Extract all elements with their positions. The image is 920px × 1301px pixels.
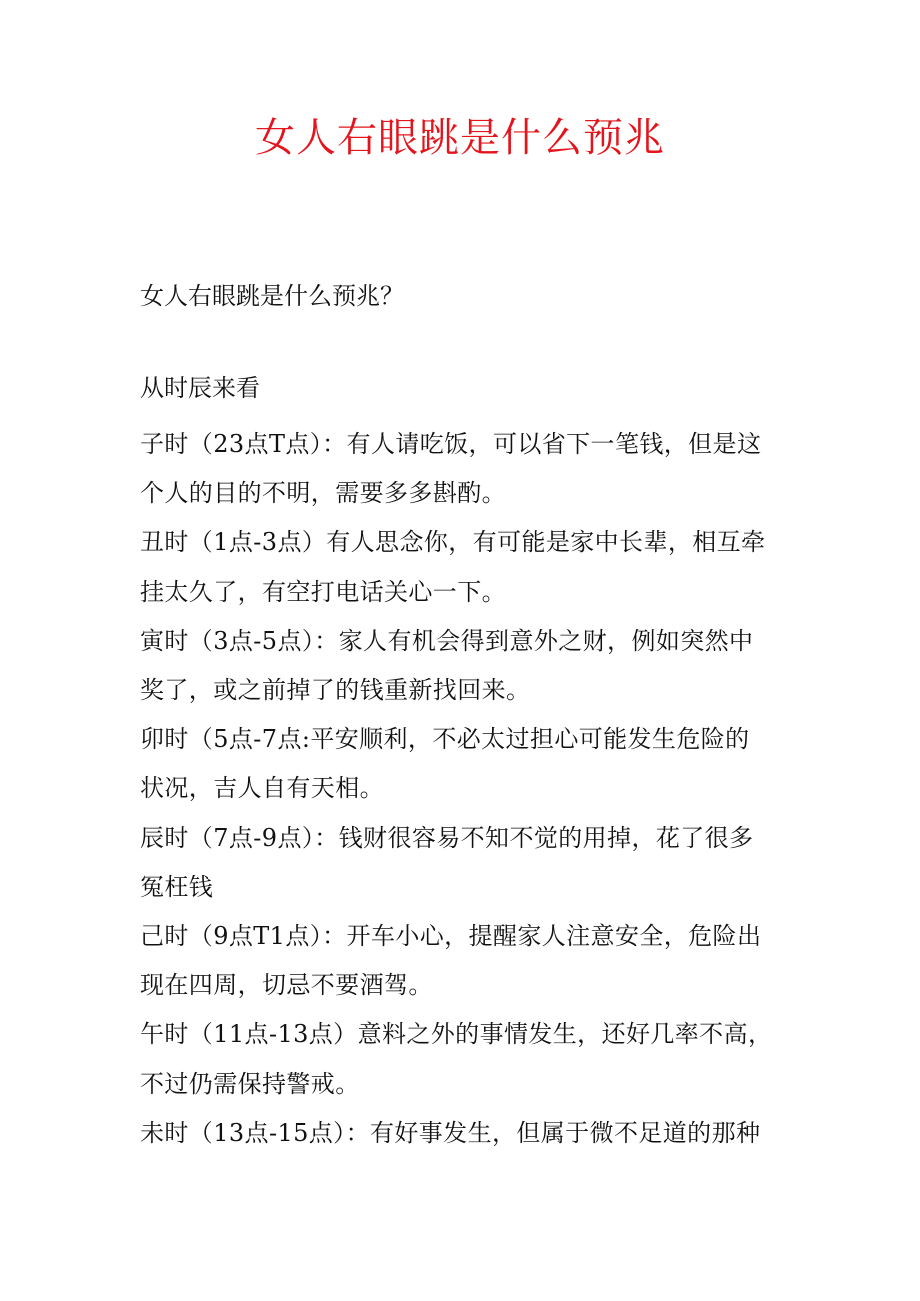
- entry-line: 午时（11点-13点）意料之外的事情发生，还好几率不高，: [140, 1020, 773, 1049]
- document-title: 女人右眼跳是什么预兆: [255, 115, 665, 161]
- section-heading: 从时辰来看: [140, 374, 260, 402]
- entry-line: 不过仍需保持警戒。: [140, 1069, 360, 1098]
- entry-yin: [140, 617, 790, 715]
- entry-line: 个人的目的不明，需要多多斟酌。: [140, 479, 506, 508]
- entry-line: 挂太久了，有空打电话关心一下。: [140, 577, 506, 606]
- entry-line: 冤枉钱: [140, 872, 214, 901]
- entry-si: [140, 912, 790, 1010]
- time-period-list: [140, 420, 790, 1158]
- entry-line: 现在四周，切忌不要酒驾。: [140, 971, 433, 1000]
- question-line: 女人右眼跳是什么预兆？: [140, 282, 404, 310]
- entry-line: 卯时（5点-7点:平安顺利，不必太过担心可能发生危险的: [140, 725, 750, 754]
- entry-mao: [140, 715, 790, 813]
- entry-line: 辰时（7点-9点）：钱财很容易不知不觉的用掉，花了很多: [140, 823, 754, 852]
- entry-wu: [140, 1010, 790, 1108]
- entry-line: 丑时（1点-3点）有人思念你，有可能是家中长辈，相互牵: [140, 528, 766, 557]
- entry-line: 状况，吉人自有天相。: [140, 774, 384, 803]
- entry-line: 己时（9点T1点）：开车小心，提醒家人注意安全，危险出: [140, 922, 762, 951]
- entry-chen: [140, 814, 790, 912]
- entry-line: 寅时（3点-5点）：家人有机会得到意外之财，例如突然中: [140, 626, 754, 655]
- entry-zi: [140, 420, 790, 518]
- entry-line: 子时（23点T点）：有人请吃饭，可以省下一笔钱，但是这: [140, 430, 762, 458]
- entry-line: 未时（13点-15点）：有好事发生，但属于微不足道的那种: [140, 1118, 761, 1147]
- entry-wei: [140, 1109, 790, 1158]
- entry-chou: [140, 518, 790, 616]
- entry-line: 奖了，或之前掉了的钱重新找回来。: [140, 676, 531, 705]
